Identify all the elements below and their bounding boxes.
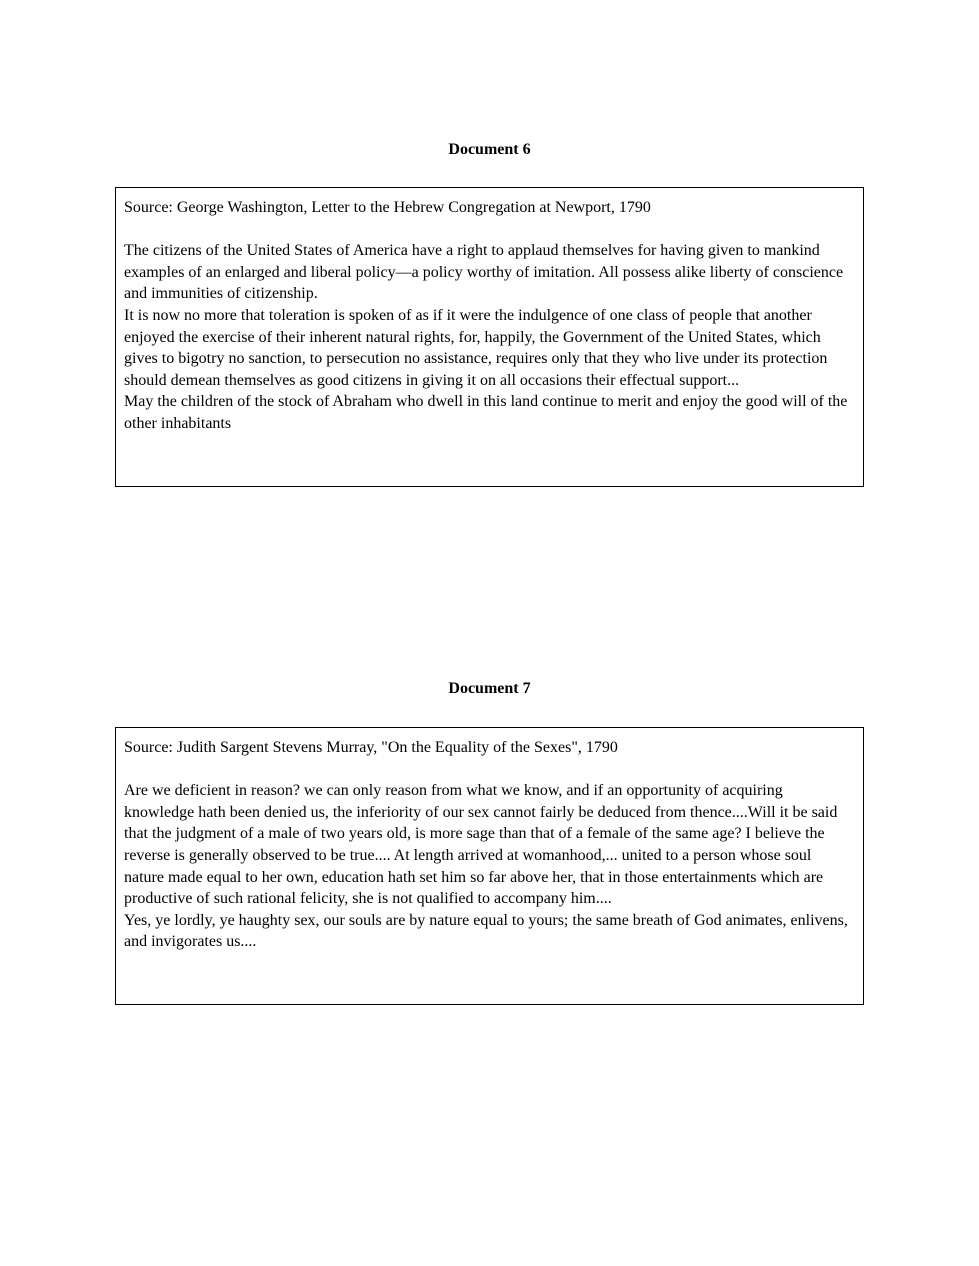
- document-7-paragraph-2: Yes, ye lordly, ye haughty sex, our souls are by nature equal to yours; the same breath of God animates, enlivens, and invigorates us....: [124, 911, 848, 951]
- document-6-box: [115, 187, 864, 487]
- document-7-heading: Document 7: [448, 680, 531, 697]
- spacer: [124, 759, 855, 781]
- document-6-source: Source: George Washington, Letter to the Hebrew Congregation at Newport, 1790: [124, 199, 651, 216]
- document-7-source: Source: Judith Sargent Stevens Murray, "On the Equality of the Sexes", 1790: [124, 739, 618, 756]
- document-6-paragraph-3: May the children of the stock of Abraham who dwell in this land continue to merit and enjoy the good will of the other inhabitants: [124, 393, 848, 432]
- document-7-paragraph-1: Are we deficient in reason? we can only reason from what we know, and if an opportunity of acquiring knowledge hath been denied us, the inferiority of our sex cannot fairly be deduced from thence....Will it be said that the judgment of a male of two years old, is more sage than that of a female of the same age? I believe the reverse is generally observed to be true.... At length arrived at womanhood,... united to a person whose soul nature made equal to her own, education hath set him so far above her, that in those entertainments which are productive of such rational felicity, she is not qualified to accompany him....: [124, 782, 838, 908]
- spacer: [124, 219, 855, 241]
- document-6-paragraph-1: The citizens of the United States of America have a right to applaud themselves for having given to mankind examples of an enlarged and liberal policy—a policy worthy of imitation. All possess alike liberty of conscience and immunities of citizenship.: [124, 242, 844, 303]
- document-6-paragraph-2: It is now no more that toleration is spoken of as if it were the indulgence of one class of people that another enjoyed the exercise of their inherent natural rights, for, happily, the Government of the United States, which gives to bigotry no sanction, to persecution no assistance, requires only that they who live under its protection should demean themselves as good citizens in giving it on all occasions their effectual support...: [124, 306, 828, 389]
- document-6-heading: Document 6: [448, 141, 531, 158]
- document-7-box: [115, 727, 864, 1005]
